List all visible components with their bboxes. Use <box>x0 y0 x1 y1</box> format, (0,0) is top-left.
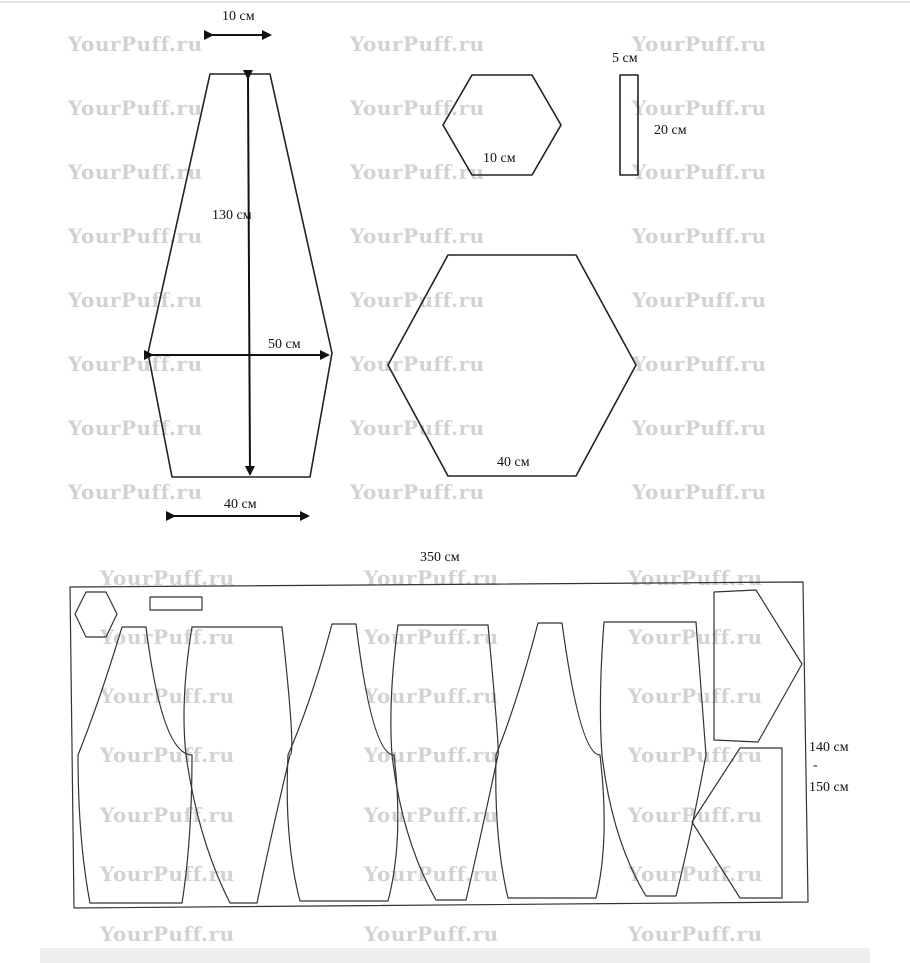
watermark: YourPuff.ru <box>628 566 763 590</box>
watermark: YourPuff.ru <box>68 352 203 376</box>
small-hexagon-label: 10 см <box>483 151 516 166</box>
watermark: YourPuff.ru <box>628 862 763 886</box>
watermark: YourPuff.ru <box>632 224 767 248</box>
watermark: YourPuff.ru <box>628 743 763 767</box>
watermark: YourPuff.ru <box>364 625 499 649</box>
mid-width-label: 50 см <box>268 337 301 352</box>
watermark: YourPuff.ru <box>632 416 767 440</box>
watermark: YourPuff.ru <box>350 32 485 56</box>
watermark: YourPuff.ru <box>628 803 763 827</box>
top-width-label: 10 см <box>222 9 255 24</box>
fabric-height-dash: - <box>813 758 818 773</box>
watermark: YourPuff.ru <box>100 862 235 886</box>
fabric-width-label: 350 см <box>420 550 460 565</box>
watermark: YourPuff.ru <box>364 566 499 590</box>
layout-side-panel <box>496 623 604 898</box>
watermark: YourPuff.ru <box>68 96 203 120</box>
watermark: YourPuff.ru <box>628 625 763 649</box>
watermark: YourPuff.ru <box>364 922 499 946</box>
handle-width-label: 5 см <box>612 51 638 66</box>
watermark: YourPuff.ru <box>364 684 499 708</box>
watermark: YourPuff.ru <box>68 160 203 184</box>
watermark: YourPuff.ru <box>100 684 235 708</box>
bottom-width-label: 40 см <box>224 497 257 512</box>
height-arrow <box>248 78 250 474</box>
watermark: YourPuff.ru <box>628 922 763 946</box>
watermark: YourPuff.ru <box>350 416 485 440</box>
watermark: YourPuff.ru <box>364 743 499 767</box>
fabric-height-min-label: 140 см <box>809 740 849 755</box>
watermark: YourPuff.ru <box>68 224 203 248</box>
watermark: YourPuff.ru <box>350 288 485 312</box>
watermark: YourPuff.ru <box>68 32 203 56</box>
watermark: YourPuff.ru <box>100 743 235 767</box>
watermark: YourPuff.ru <box>350 224 485 248</box>
height-label: 130 см <box>212 208 252 223</box>
watermark: YourPuff.ru <box>632 96 767 120</box>
watermark: YourPuff.ru <box>350 480 485 504</box>
handle-length-label: 20 см <box>654 123 687 138</box>
watermark: YourPuff.ru <box>350 96 485 120</box>
watermark: YourPuff.ru <box>628 684 763 708</box>
layout-handle-strip <box>150 597 202 610</box>
watermark: YourPuff.ru <box>632 288 767 312</box>
watermark: YourPuff.ru <box>68 480 203 504</box>
watermark: YourPuff.ru <box>68 416 203 440</box>
layout-half-hexagon <box>714 590 802 742</box>
watermark-grid <box>67 32 767 946</box>
watermark: YourPuff.ru <box>632 352 767 376</box>
fabric-height-max-label: 150 см <box>809 780 849 795</box>
large-hexagon-label: 40 см <box>497 455 530 470</box>
watermark: YourPuff.ru <box>364 862 499 886</box>
watermark: YourPuff.ru <box>632 160 767 184</box>
watermark: YourPuff.ru <box>100 625 235 649</box>
watermark: YourPuff.ru <box>100 803 235 827</box>
watermark: YourPuff.ru <box>350 160 485 184</box>
watermark: YourPuff.ru <box>100 566 235 590</box>
watermark: YourPuff.ru <box>100 922 235 946</box>
watermark: YourPuff.ru <box>632 32 767 56</box>
watermark: YourPuff.ru <box>364 803 499 827</box>
watermark: YourPuff.ru <box>632 480 767 504</box>
watermark: YourPuff.ru <box>68 288 203 312</box>
bottom-strip <box>40 948 870 963</box>
watermark: YourPuff.ru <box>350 352 485 376</box>
